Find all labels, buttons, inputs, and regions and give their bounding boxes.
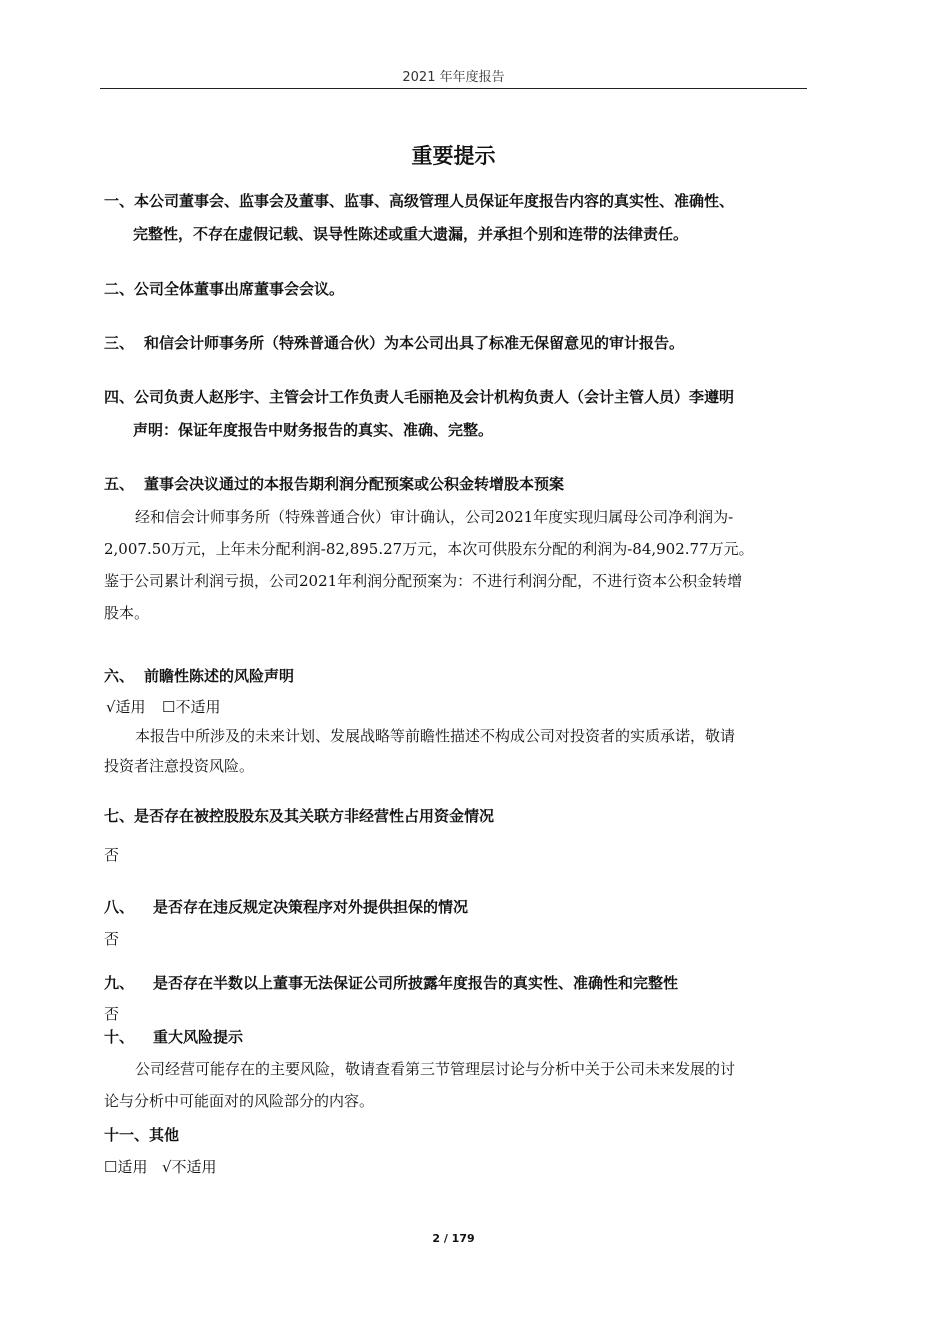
page-header: 2021 年年度报告 bbox=[402, 70, 505, 85]
item-4-line-2: 声明：保证年度报告中财务报告的真实、准确、完整。 bbox=[133, 421, 494, 439]
item-8-answer: 否 bbox=[104, 930, 120, 948]
item-9-heading: 是否存在半数以上董事无法保证公司所披露年度报告的真实性、准确性和完整性 bbox=[153, 974, 679, 992]
header-rule bbox=[100, 88, 807, 89]
item-10-paragraph-line-1: 公司经营可能存在的主要风险，敬请查看第三节管理层讨论与分析中关于公司未来发展的讨 bbox=[135, 1060, 736, 1078]
item-2: 二、公司全体董事出席董事会会议。 bbox=[104, 280, 345, 298]
item-3-number: 三、 bbox=[104, 334, 135, 352]
item-6-option-applicable: √适用 bbox=[106, 698, 146, 716]
item-10-heading: 重大风险提示 bbox=[153, 1028, 244, 1046]
page-number: 2 / 179 bbox=[432, 1232, 475, 1245]
item-7-heading: 七、是否存在被控股股东及其关联方非经营性占用资金情况 bbox=[104, 807, 495, 825]
page-title: 重要提示 bbox=[411, 144, 496, 168]
item-7-answer: 否 bbox=[104, 846, 120, 864]
item-5-number: 五、 bbox=[104, 475, 135, 493]
item-11-option-applicable: ☐适用 bbox=[104, 1158, 148, 1176]
item-4-line-1: 四、公司负责人赵彤宇、主管会计工作负责人毛丽艳及会计机构负责人（会计主管人员）李遵明 bbox=[104, 388, 735, 406]
item-5-paragraph-line-2: 2,007.50万元，上年未分配利润-82,895.27万元，本次可供股东分配的利润为-84,902.77万元。 bbox=[104, 540, 754, 558]
item-1-line-2: 完整性，不存在虚假记载、误导性陈述或重大遗漏，并承担个别和连带的法律责任。 bbox=[133, 225, 689, 243]
item-11-heading: 十一、其他 bbox=[104, 1126, 180, 1144]
item-5-paragraph-line-3: 鉴于公司累计利润亏损，公司2021年利润分配预案为：不进行利润分配，不进行资本公积金转增 bbox=[104, 572, 743, 590]
item-6-heading: 前瞻性陈述的风险声明 bbox=[144, 667, 295, 685]
item-6-paragraph-line-2: 投资者注意投资风险。 bbox=[104, 757, 255, 775]
item-8-heading: 是否存在违反规定决策程序对外提供担保的情况 bbox=[153, 898, 469, 916]
item-6-option-not-applicable: ☐不适用 bbox=[162, 698, 221, 716]
item-11-option-not-applicable: √不适用 bbox=[162, 1158, 217, 1176]
item-5-heading: 董事会决议通过的本报告期利润分配预案或公积金转增股本预案 bbox=[144, 475, 565, 493]
item-8-number: 八、 bbox=[104, 898, 135, 916]
item-5-paragraph-line-1: 经和信会计师事务所（特殊普通合伙）审计确认，公司2021年度实现归属母公司净利润为- bbox=[135, 508, 734, 526]
item-5-paragraph-line-4: 股本。 bbox=[104, 604, 150, 622]
item-1-line-1: 一、本公司董事会、监事会及董事、监事、高级管理人员保证年度报告内容的真实性、准确性、 bbox=[104, 192, 735, 210]
item-6-number: 六、 bbox=[104, 667, 135, 685]
item-10-paragraph-line-2: 论与分析中可能面对的风险部分的内容。 bbox=[104, 1092, 375, 1110]
item-3-text: 和信会计师事务所（特殊普通合伙）为本公司出具了标准无保留意见的审计报告。 bbox=[144, 334, 685, 352]
item-10-number: 十、 bbox=[104, 1028, 135, 1046]
item-6-paragraph-line-1: 本报告中所涉及的未来计划、发展战略等前瞻性描述不构成公司对投资者的实质承诺，敬请 bbox=[135, 727, 736, 745]
item-9-answer: 否 bbox=[104, 1005, 120, 1023]
item-9-number: 九、 bbox=[104, 974, 135, 992]
